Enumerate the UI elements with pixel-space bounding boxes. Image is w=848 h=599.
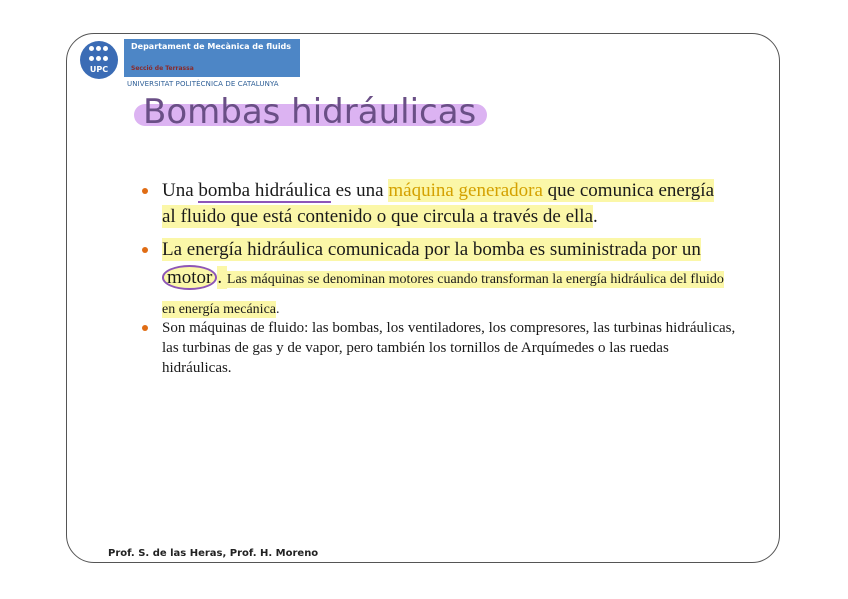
b1-part6: . <box>593 206 598 227</box>
university-name: UNIVERSITAT POLITÈCNICA DE CATALUNYA <box>127 80 279 88</box>
bullet-dot-icon <box>142 188 148 194</box>
bullet-3-text: Son máquinas de fluido: las bombas, los ventiladores, los compresores, las turbinas hidráulicas, las turbinas de gas y de vapor, pero también los tornillos de Arquímedes o las ruedas hidráulicas. <box>162 320 736 376</box>
b2-motores-def: Las máquinas se denominan motores cuando transforman la energía hidráulica del fluido en energía mecánica <box>162 272 724 317</box>
b2-part5: . <box>276 302 280 317</box>
b1-bomba-hidraulica: bomba hidráulica <box>198 180 331 201</box>
bullet-dot-icon <box>142 247 148 253</box>
footer-authors: Prof. S. de las Heras, Prof. H. Moreno <box>108 548 319 559</box>
slide-title: Bombas hidráulicas <box>143 92 477 132</box>
logo-dots-icon <box>89 46 109 64</box>
b1-part5: que comunica energía al fluido que está contenido o que circula a través de ella <box>162 180 715 227</box>
bullet-2-text <box>146 236 726 324</box>
department-name: Departament de Mecànica de fluids <box>131 42 292 51</box>
b2-part3: . <box>217 267 227 288</box>
b1-maquina-generadora: máquina generadora <box>388 180 543 201</box>
upc-logo <box>80 41 118 79</box>
b1-part1: Una <box>162 180 199 201</box>
bullet-1 <box>146 178 726 230</box>
bullet-3 <box>146 318 736 378</box>
bullet-1-text <box>146 178 726 230</box>
b2-part1: La energía hidráulica comunicada por la bomba es suministrada por un <box>162 239 701 260</box>
b2-motor: motor <box>162 265 217 290</box>
bullet-2 <box>146 236 726 324</box>
logo-text: UPC <box>89 65 109 74</box>
bullet-dot-icon <box>142 325 148 331</box>
department-box <box>124 39 300 77</box>
b1-part3: es una <box>330 180 389 201</box>
department-section: Secció de Terrassa <box>131 65 194 72</box>
